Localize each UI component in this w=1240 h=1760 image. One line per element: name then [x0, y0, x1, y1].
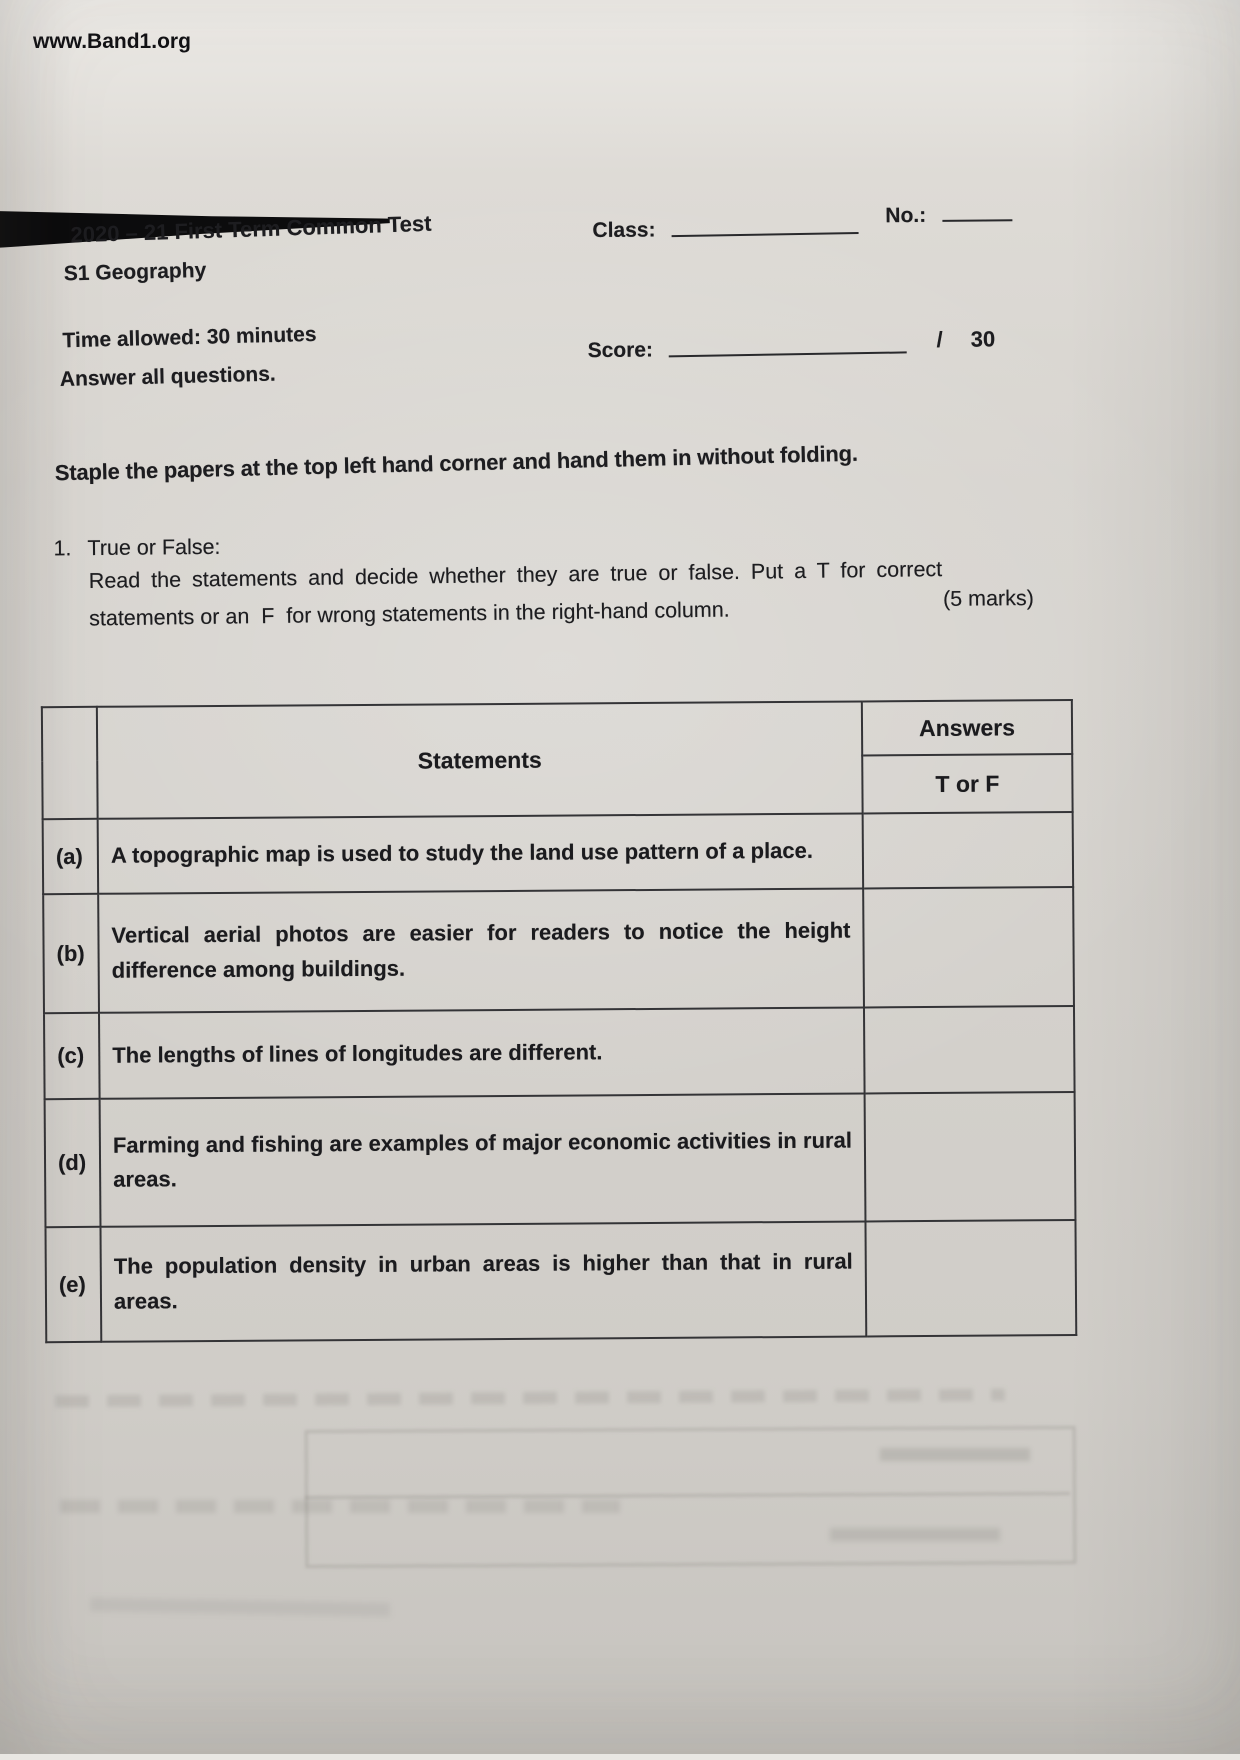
marks-label: (5 marks)	[942, 586, 1034, 611]
answer-cell	[865, 1220, 1076, 1336]
answer-cell	[863, 887, 1074, 1007]
question-description-line2: statements or an F for wrong statements in the right-hand column.	[89, 597, 730, 631]
row-label: (b)	[43, 894, 99, 1013]
answer-cell	[863, 812, 1074, 888]
header-label-cell	[42, 707, 98, 819]
score-label: Score:	[587, 338, 654, 363]
row-label: (d)	[45, 1099, 101, 1227]
test-title: 2020 – 21 First Term Common Test	[70, 210, 432, 248]
row-label: (a)	[43, 819, 99, 894]
score-blank-line	[669, 334, 907, 357]
staple-instruction: Staple the papers at the top left hand corner and hand them in without folding.	[54, 440, 859, 486]
row-statement: The population density in urban areas is higher than that in rural areas.	[100, 1221, 866, 1341]
answers-header: Answers	[862, 700, 1072, 755]
true-false-table	[41, 699, 1077, 1343]
no-blank-line	[942, 202, 1012, 221]
row-label: (c)	[44, 1013, 100, 1099]
tf-header: T or F	[862, 754, 1072, 813]
table-header-row	[42, 700, 1072, 761]
table-row	[45, 1220, 1076, 1342]
row-statement: Vertical aerial photos are easier for readers to notice the height difference among buildings.	[98, 888, 864, 1012]
no-label: No.:	[885, 203, 927, 228]
row-label: (e)	[45, 1227, 101, 1342]
question-1-heading	[53, 535, 220, 562]
score-max: 30	[970, 326, 996, 352]
table-row	[43, 812, 1073, 894]
score-field	[588, 335, 908, 363]
table-row	[43, 887, 1074, 1013]
row-statement: Farming and fishing are examples of major economic activities in rural areas.	[100, 1093, 866, 1226]
answer-cell	[864, 1006, 1075, 1093]
subject-title: S1 Geography	[63, 258, 207, 286]
row-statement: A topographic map is used to study the land use pattern of a place.	[98, 813, 864, 893]
table-row	[45, 1092, 1076, 1227]
question-description-line1: Read the statements and decide whether they are true or false. Put a T for correct	[88, 557, 943, 593]
score-total	[936, 326, 995, 353]
row-statement: The lengths of lines of longitudes are different.	[99, 1007, 865, 1098]
statements-header: Statements	[97, 701, 863, 818]
class-field	[592, 216, 858, 243]
time-allowed-text: Time allowed: 30 minutes	[62, 322, 317, 353]
score-divider: /	[936, 326, 943, 352]
question-number: 1.	[53, 536, 72, 561]
answer-all-text: Answer all questions.	[59, 362, 277, 392]
table-row	[44, 1006, 1075, 1099]
question-title: True or False:	[87, 534, 221, 561]
answer-cell	[865, 1092, 1076, 1221]
number-field	[885, 202, 1012, 228]
class-blank-line	[671, 215, 858, 237]
class-label: Class:	[592, 218, 656, 243]
site-watermark: www.Band1.org	[33, 30, 191, 53]
